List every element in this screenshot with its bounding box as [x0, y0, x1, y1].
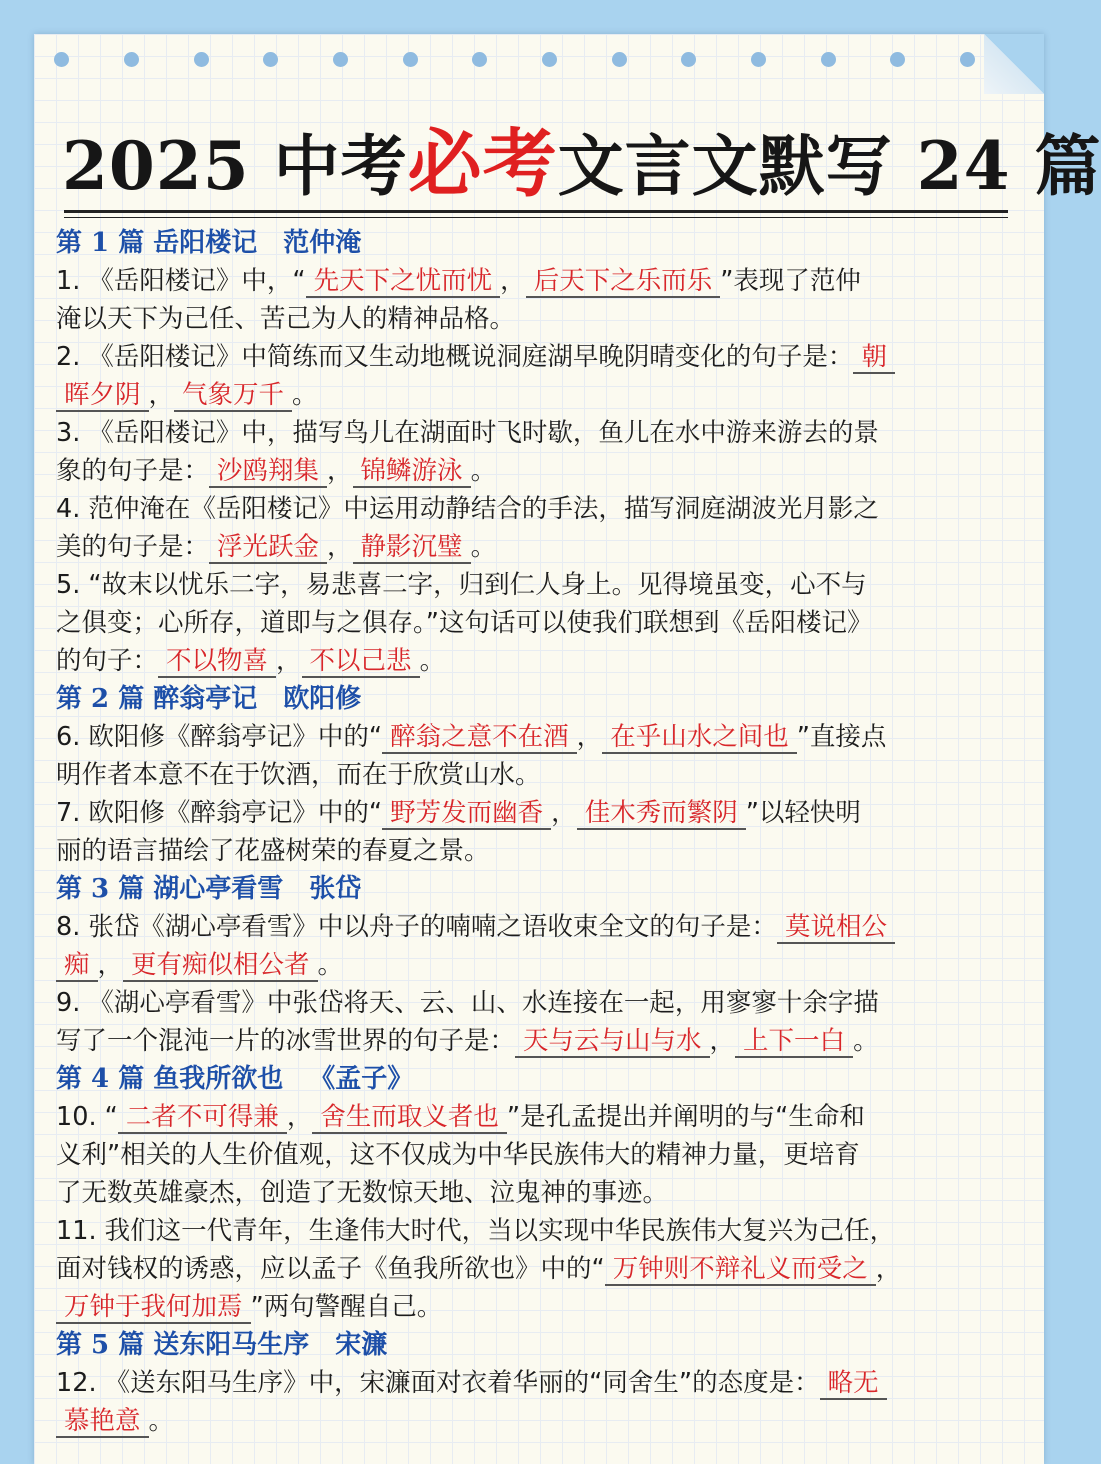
title-highlight: 必考 [407, 121, 558, 207]
binder-hole [821, 52, 836, 67]
answer-blank: 浮光跃金 [209, 532, 327, 564]
binder-hole [681, 52, 696, 67]
title-prefix: 2025 中考 [62, 127, 408, 205]
question-12: 12. 《送东阳马生序》中，宋濂面对衣着华丽的“同舍生”的态度是： 略无 慕艳意 。 [56, 1364, 1018, 1440]
binder-hole [612, 52, 627, 67]
answer-blank: 在乎山水之间也 [602, 722, 797, 754]
answer-blank: 后天下之乐而乐 [526, 266, 721, 298]
binder-hole [333, 52, 348, 67]
title-underline [64, 210, 1008, 213]
title-suffix: 文言文默写 24 篇 [557, 127, 1101, 205]
answer-blank: 先天下之忧而忧 [306, 266, 501, 298]
answer-blank: 不以物喜 [158, 646, 276, 678]
answer-blank: 晖夕阴 [56, 380, 149, 412]
section-heading: 第 1 篇 岳阳楼记 范仲淹 [56, 228, 362, 258]
answer-blank: 不以己悲 [302, 646, 420, 678]
page-title [62, 114, 1101, 214]
binder-hole [890, 52, 905, 67]
content-body [56, 224, 1018, 1440]
question-2: 2. 《岳阳楼记》中简练而又生动地概说洞庭湖早晚阴晴变化的句子是： 朝 晖夕阴 ， 气象万千 。 [56, 338, 1018, 414]
question-7: 7. 欧阳修《醉翁亭记》中的“ 野芳发而幽香 ， 佳木秀而繁阴 ”以轻快明 丽的语言描绘了花盛树荣的春夏之景。 [56, 798, 861, 866]
answer-blank: 上下一白 [735, 1026, 853, 1058]
question-1: 1. 《岳阳楼记》中，“ 先天下之忧而忧 ， 后天下之乐而乐 ”表现了范仲 淹以天下为己任、苦己为人的精神品格。 [56, 266, 861, 334]
binder-hole [124, 52, 139, 67]
question-6: 6. 欧阳修《醉翁亭记》中的“ 醉翁之意不在酒 ， 在乎山水之间也 ”直接点 明作者本意不在于饮酒，而在于欣赏山水。 [56, 722, 887, 790]
answer-blank: 佳木秀而繁阴 [577, 798, 746, 830]
answer-blank: 略无 [820, 1368, 887, 1400]
question-5: 5. “故末以忧乐二字，易悲喜二字，归到仁人身上。见得境虽变，心不与 之俱变；心所存，道即与之俱存。”这句话可以使我们联想到《岳阳楼记》 的句子： 不以物喜 ， 不以己悲 。 [56, 570, 873, 676]
binder-hole [194, 52, 209, 67]
answer-blank: 醉翁之意不在酒 [382, 722, 577, 754]
answer-blank: 野芳发而幽香 [382, 798, 551, 830]
answer-blank: 更有痴似相公者 [123, 950, 318, 982]
question-11: 11. 我们这一代青年，生逢伟大时代，当以实现中华民族伟大复兴为己任， 面对钱权的诱惑，应以孟子《鱼我所欲也》中的“ 万钟则不辩礼义而受之 ， 万钟于我何加焉 ”两句警醒自己。 [56, 1216, 902, 1322]
answer-blank: 莫说相公 [777, 912, 895, 944]
binder-hole [542, 52, 557, 67]
notebook-sheet [34, 34, 1101, 1464]
answer-blank: 万钟则不辩礼义而受之 [605, 1254, 876, 1286]
answer-blank: 气象万千 [174, 380, 292, 412]
section-heading: 第 5 篇 送东阳马生序 宋濂 [56, 1330, 388, 1360]
answer-blank: 朝 [853, 342, 895, 374]
binder-hole [472, 52, 487, 67]
section-heading: 第 2 篇 醉翁亭记 欧阳修 [56, 684, 362, 714]
binder-hole [263, 52, 278, 67]
question-4: 4. 范仲淹在《岳阳楼记》中运用动静结合的手法，描写洞庭湖波光月影之 美的句子是： 浮光跃金 ， 静影沉璧 。 [56, 494, 879, 562]
answer-blank: 沙鸥翔集 [209, 456, 327, 488]
answer-blank: 静影沉璧 [353, 532, 471, 564]
answer-blank: 二者不可得兼 [118, 1102, 287, 1134]
question-8: 8. 张岱《湖心亭看雪》中以舟子的喃喃之语收束全文的句子是： 莫说相公 痴 ， 更有痴似相公者 。 [56, 908, 1018, 984]
section-heading: 第 3 篇 湖心亭看雪 张岱 [56, 874, 362, 904]
answer-blank: 万钟于我何加焉 [56, 1292, 251, 1324]
binder-hole [960, 52, 975, 67]
answer-blank: 天与云与山与水 [515, 1026, 710, 1058]
question-9: 9. 《湖心亭看雪》中张岱将天、云、山、水连接在一起，用寥寥十余字描 写了一个混沌一片的冰雪世界的句子是： 天与云与山与水 ， 上下一白 。 [56, 988, 879, 1056]
answer-blank: 慕艳意 [56, 1406, 149, 1438]
answer-blank: 舍生而取义者也 [312, 1102, 507, 1134]
section-heading: 第 4 篇 鱼我所欲也 《孟子》 [56, 1064, 414, 1094]
binder-hole [403, 52, 418, 67]
binder-hole [751, 52, 766, 67]
question-3: 3. 《岳阳楼记》中，描写鸟儿在湖面时飞时歇，鱼儿在水中游来游去的景 象的句子是： 沙鸥翔集 ， 锦鳞游泳 。 [56, 418, 879, 486]
question-10: 10. “ 二者不可得兼 ， 舍生而取义者也 ”是孔孟提出并阐明的与“生命和 义利”相关的人生价值观，这不仅成为中华民族伟大的精神力量，更培育 了无数英雄豪杰，创造了无数惊天地、泣鬼神的事迹。 [56, 1102, 865, 1208]
title-underline-thin [64, 217, 1008, 218]
answer-blank: 痴 [56, 950, 98, 982]
binder-holes [54, 52, 994, 72]
answer-blank: 锦鳞游泳 [353, 456, 471, 488]
binder-hole [54, 52, 69, 67]
